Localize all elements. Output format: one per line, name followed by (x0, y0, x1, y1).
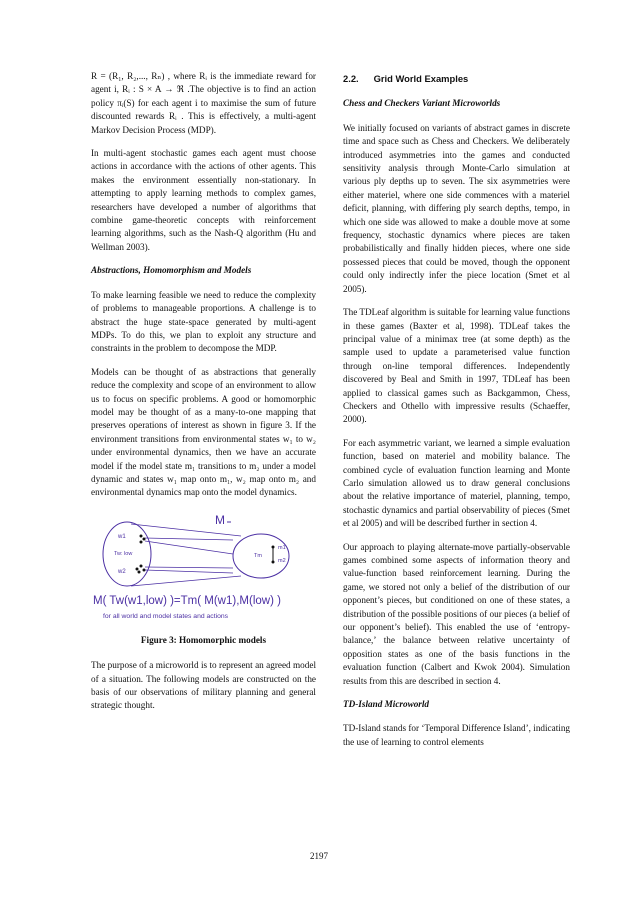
subheading-abstractions: Abstractions, Homomorphism and Models (91, 265, 252, 276)
paragraph-td-island: TD-Island stands for ‘Temporal Difference Island’, indicating the use of learning to control elements (343, 723, 571, 747)
tm-label: Tm (254, 552, 262, 559)
paragraph-tdleaf: The TDLeaf algorithm is suitable for learning value functions in these games (Baxter et al, 1998). TDLeaf takes the principal value of a minimax tree (at some depth) as the sample used to update a parameterised value function through on-line temporal differences. Independently discovered by Beal and Smith in 1997, TDLeaf has been applied to classical games such as Backgammon, Chess, Checkers and Othello with impressive results (Schaeffer, 2000). (343, 307, 570, 425)
section-title: Grid World Examples (373, 73, 469, 84)
mapping-lines (131, 524, 241, 586)
left-column (91, 70, 316, 723)
paragraph-partially-observable: Our approach to playing alternate-move partially-observable games combined some aspects of information theory and value-function based reinforcement learning. During the game, we stored not only a belief of the distribution of our opponent’s pieces, but conditioned on one of these states, a distribution of the possible positions of our pieces (a belief of our opponent’s belief). This enabled the use of ‘entropy-balance,’ the balance between relative uncertainty of opposition states as one of the basis functions in the evaluation function (Calbert and Kwok 2004). Simulation results from this are described in section 4. (343, 541, 570, 686)
paragraph-models: Models can be thought of as abstractions that generally reduce the complexity and scope of an environment to allow us to focus on specific problems. A good or homomorphic model may be thought of as a many-to-one mapping that preserves operations of interest as shown in figure 3. If the environment transitions from environmental states w₁ to w₂ under environmental dynamics, then we have an accurate model if the model state m₁ transitions to m₂ under a model dynamic and states w₁ map onto m₁, w₂ map onto m₂ and environmental dynamics map onto the model dynamics. (91, 366, 316, 498)
paragraph-reward-definition: R = (R₁, R₂,..., Rₙ) , where Rᵢ is the immediate reward for agent i, Rᵢ : S × A → ℜ .The objective is to find an action policy πᵢ(S) for each agent i to maximise the sum of future discounted rewards Rᵢ . This is effectively, a multi-agent Markov Decision Process (MDP). (91, 71, 316, 135)
homomorphism-equation: M( Tw(w1,low) )=Tm( M(w1),M(low) ) (93, 594, 281, 607)
homomorphic-diagram (91, 510, 316, 628)
paragraph-microworld-purpose: The purpose of a microworld is to represent an agreed model of a situation. The following models are constructed on the basis of our observations of military planning and general strategic thought. (91, 660, 316, 711)
world-states-dots (136, 534, 146, 573)
subheading-td-island: TD-Island Microworld (343, 699, 430, 710)
w1-label: w1 (118, 533, 126, 540)
paragraph-asymmetric-variants: For each asymmetric variant, we learned a simple evaluation function, based on materiel and mobility balance. The combined cycle of evaluation function learning and Monte Carlo simulation allowed us to draw general conclusions about the relative importance of materiel, planning, tempo, stochastic dynamics and partial observability of pieces (Smet et al 2005) and will be described further in section 4. (343, 437, 570, 529)
subheading-chess-checkers: Chess and Checkers Variant Microworlds (343, 98, 501, 109)
paragraph-complexity: To make learning feasible we need to reduce the complexity of problems to manageable proportions. A challenge is to abstract the huge state-space generated by multi-agent MDPs. To do this, we plan to exploit any structure and constraints in the problem to decompose the MDP. (91, 289, 316, 354)
figure-caption: Figure 3: Homomorphic models (140, 634, 267, 645)
figure-subtitle: for all world and model states and actions (103, 612, 229, 620)
tw-low-label: Tw: low (114, 550, 133, 557)
model-label: M (215, 512, 225, 527)
paragraph-multi-agent-games: In multi-agent stochastic games each agent must choose actions in accordance with the actions of other agents. This makes the environment essentially non-stationary. In attempting to apply learning methods to complex games, researchers have developed a number of algorithms that combine game-theoretic concepts with reinforcement learning algorithms, such as the Nash-Q algorithm (Hu and Wellman 2003). (91, 148, 316, 252)
page-number: 2197 (310, 851, 328, 861)
homomorphic-model-figure (91, 510, 316, 628)
right-column (343, 70, 570, 759)
w2-label: w2 (118, 568, 126, 575)
m1-label: m1 (278, 544, 286, 551)
m2-label: m2 (278, 557, 286, 564)
section-number: 2.2. (343, 73, 359, 84)
paragraph-abstract-games: We initially focused on variants of abstract games in discrete time and space such as Chess and Checkers. We deliberately introduced asymmetries into the games and conducted sensitivity analysis through Monte-Carlo simulation at various ply depths up to seven. The six asymmetries were either materiel, where one side commences with a materiel deficit, planning, with differing ply search depths, tempo, in which one side was allowed to make a double move at some frequency, stochastic dynamics where pieces are taken probabilistically and finally hidden pieces, where one side possessed pieces that could be moved, though the opponent could only indirectly infer the piece location (Smet et al 2005). (343, 122, 570, 294)
section-heading (343, 72, 570, 85)
